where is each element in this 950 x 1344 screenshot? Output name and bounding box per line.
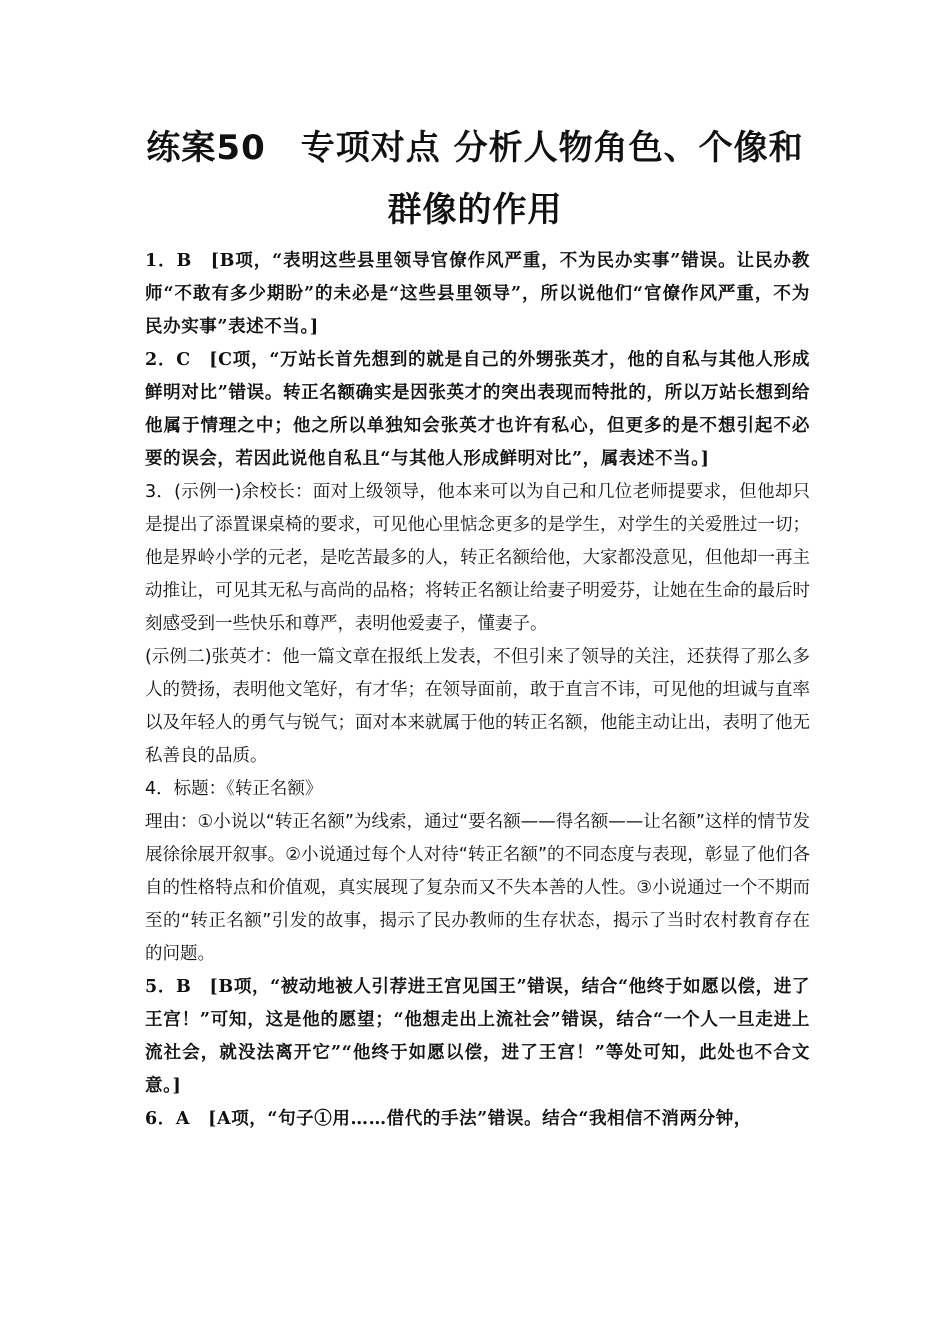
- answer-item-3-example-1: 3．(示例一)余校长：面对上级领导，他本来可以为自己和几位老师提要求，但他却只是提出了添置课桌椅的要求，可见他心里惦念更多的是学生，对学生的关爱胜过一切；他是界岭小学的元老，是吃苦最多的人，转正名额给他，大家都没意见，但他却一再主动推让，可见其无私与高尚的品格；将转正名额让给妻子明爱芬，让她在生命的最后时刻感受到一些快乐和尊严，表明他爱妻子，懂妻子。: [145, 482, 810, 634]
- page-title-line-2: 群像的作用: [387, 190, 563, 230]
- answer-item-6: 6．A [A项，“句子①用……借代的手法”错误。结合“我相信不消两分钟，: [145, 1109, 752, 1129]
- answer-item-5: 5．B [B项，“被动地被人引荐进王宫见国王”错误，结合“他终于如愿以偿，进了王宫！”可知，这是他的愿望；“他想走出上流社会”错误，结合“一个人一旦走进上流社会，就没法离开它”“他终于如愿以偿，进了王宫！”等处可知，此处也不合文意。]: [145, 977, 810, 1096]
- answer-item-4-title: 4．标题：《转正名额》: [145, 779, 323, 799]
- answer-item-2: 2．C [C项，“万站长首先想到的就是自己的外甥张英才，他的自私与其他人形成鲜明对比”错误。转正名额确实是因张英才的突出表现而特批的，所以万站长想到给他属于情理之中；他之所以单独知会张英才也许有私心，但更多的是不想引起不必要的误会，若因此说他自私且“与其他人形成鲜明对比”，属表述不当。]: [145, 350, 810, 469]
- answer-item-1: 1．B [B项，“表明这些县里领导官僚作风严重，不为民办实事”错误。让民办教师“不敢有多少期盼”的未必是“这些县里领导”，所以说他们“官僚作风严重，不为民办实事”表述不当。]: [145, 251, 810, 337]
- answer-list: [145, 245, 810, 1136]
- page-title-line-1: 练案50 专项对点 分析人物角色、个像和: [146, 128, 804, 168]
- answer-item-3-example-2: (示例二)张英才：他一篇文章在报纸上发表，不但引来了领导的关注，还获得了那么多人的赞扬，表明他文笔好，有才华；在领导面前，敢于直言不讳，可见他的坦诚与直率以及年轻人的勇气与锐气；面对本来就属于他的转正名额，他能主动让出，表明了他无私善良的品质。: [145, 647, 810, 766]
- answer-item-4-reason: 理由：①小说以“转正名额”为线索，通过“要名额——得名额——让名额”这样的情节发展徐徐展开叙事。②小说通过每个人对待“转正名额”的不同态度与表现，彰显了他们各自的性格特点和价值观，真实展现了复杂而又不失本善的人性。③小说通过一个不期而至的“转正名额”引发的故事，揭示了民办教师的生存状态，揭示了当时农村教育存在的问题。: [145, 812, 810, 964]
